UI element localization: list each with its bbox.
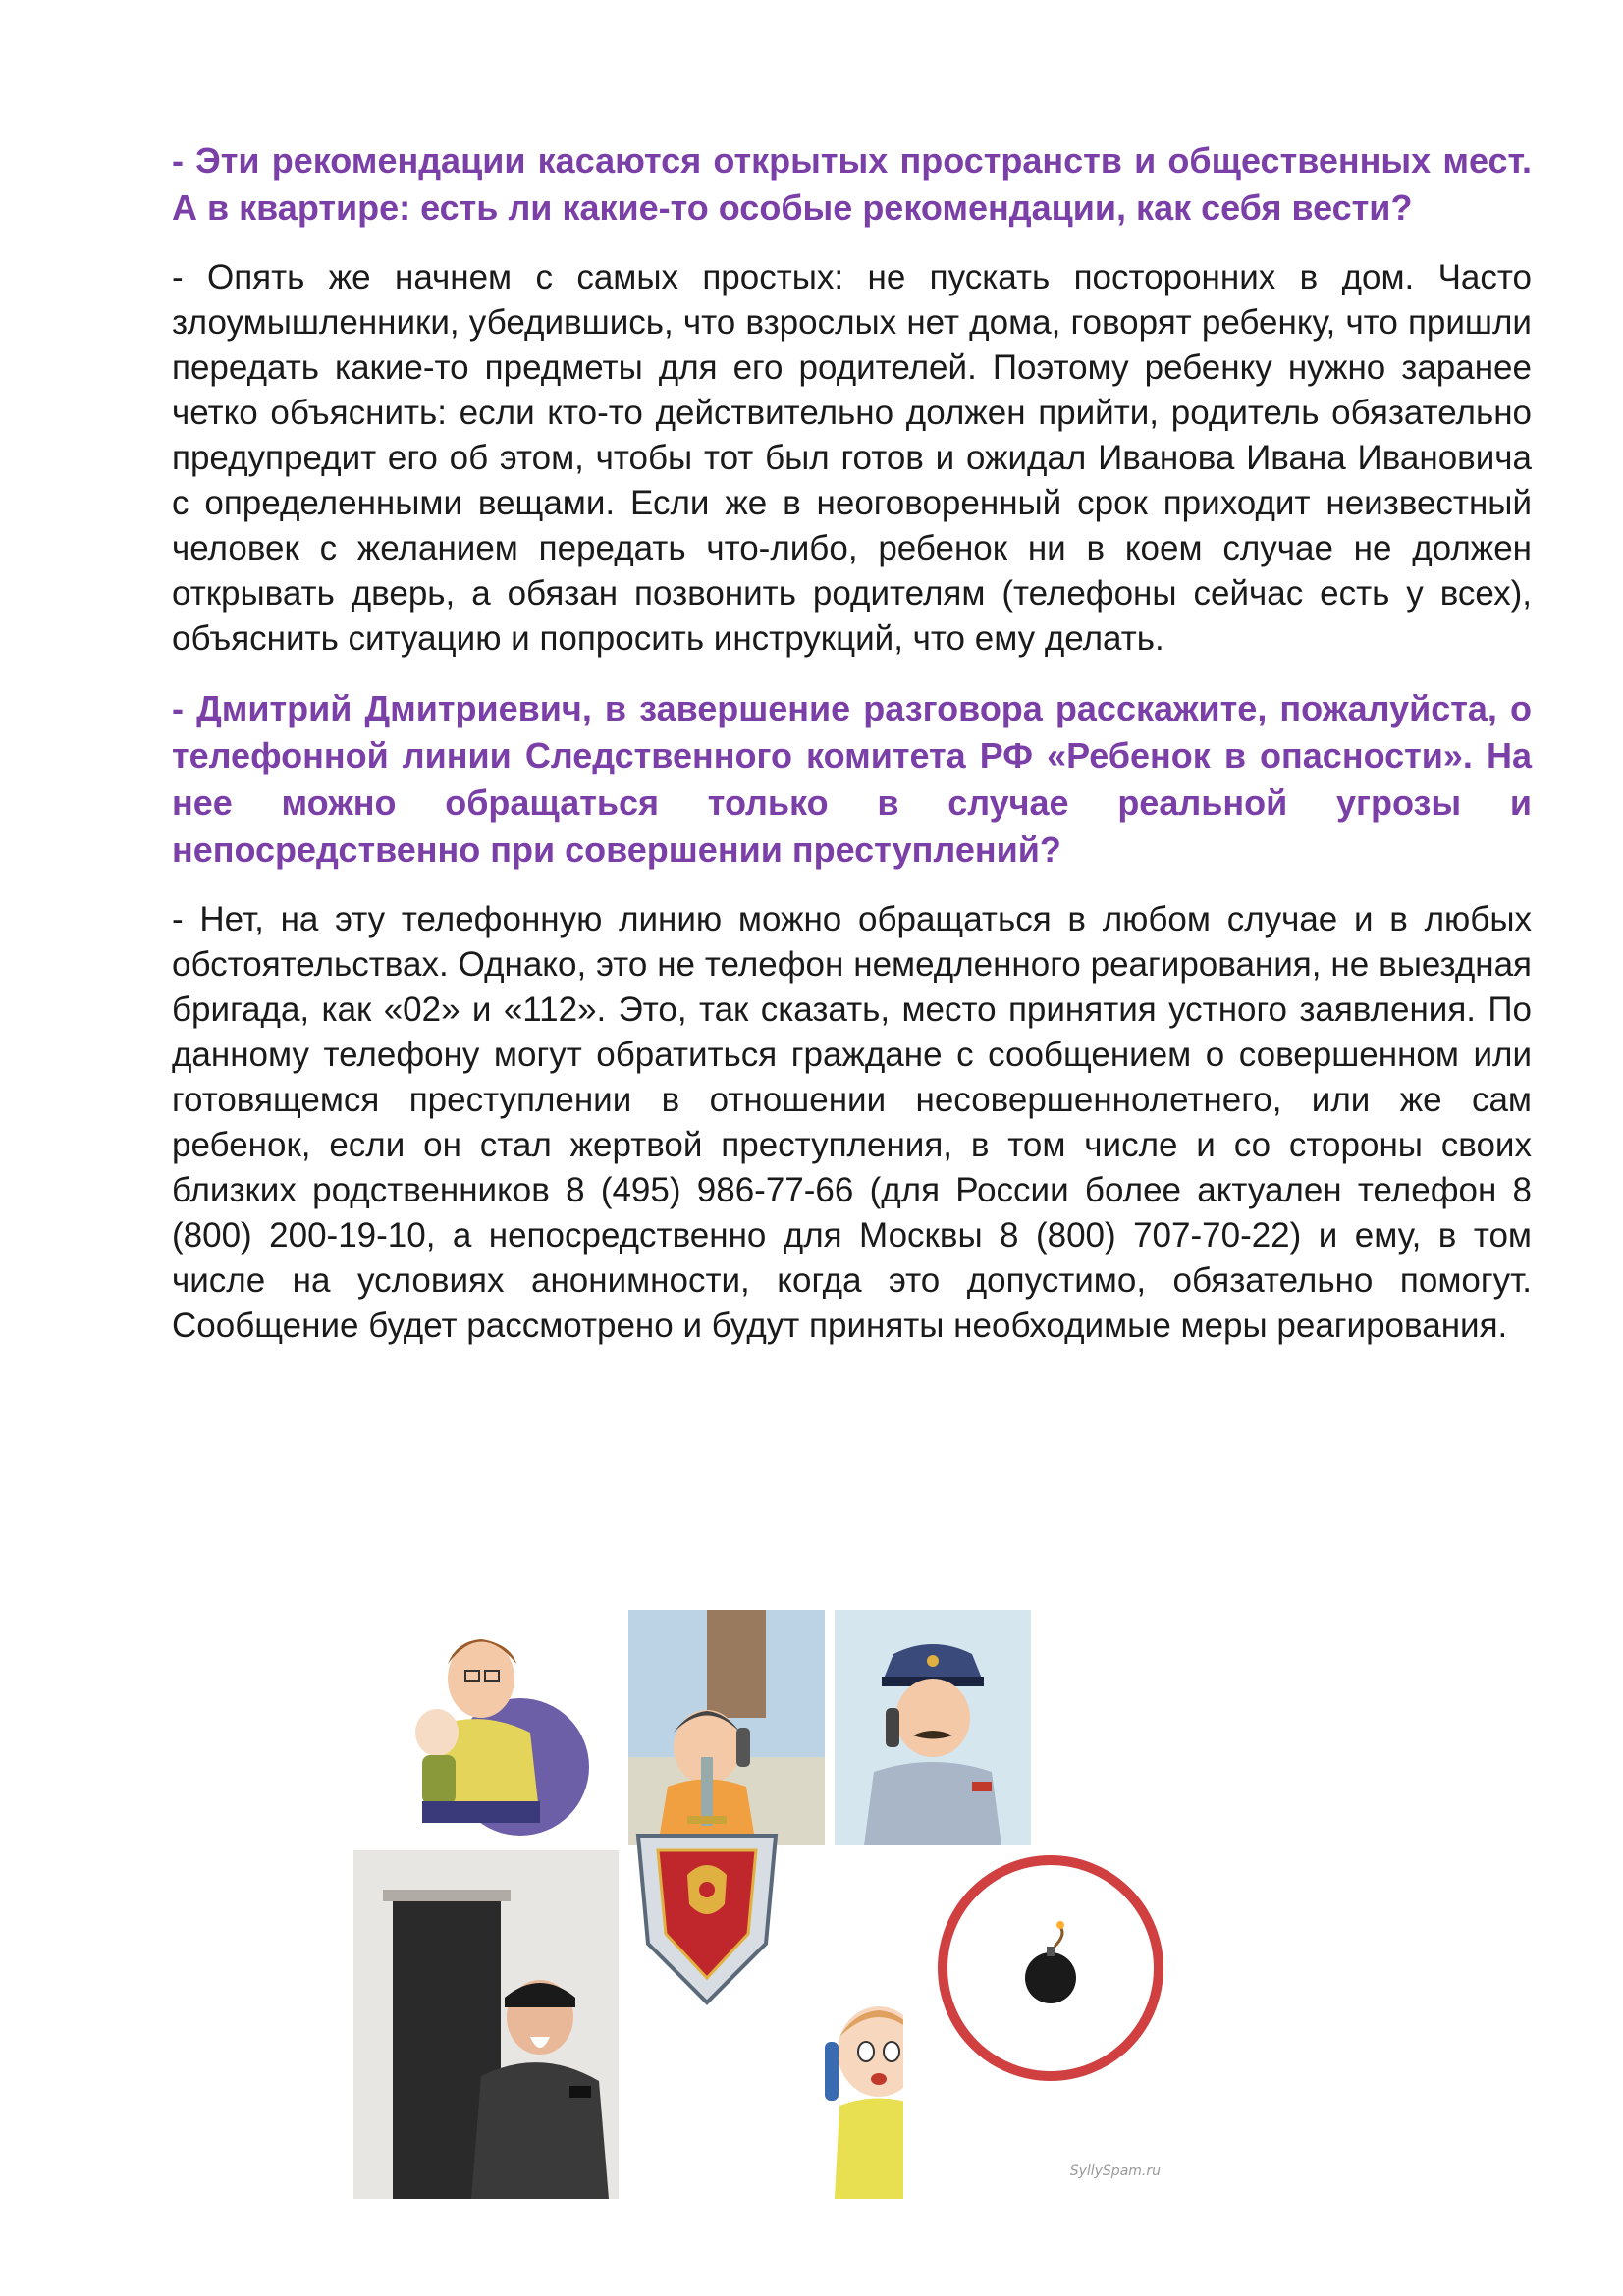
bomb-warning-illustration (903, 1850, 1178, 2199)
interview-answer-1: - Опять же начнем с самых простых: не пускать посторонних в дом. Часто злоумышленники, убедившись, что взрослых нет дома, говорят ребенку, что пришли передать какие-то предметы для его родителей. Поэтому ребенку нужно заранее четко объяснить: если кто-то действительно должен прийти, родитель обязательно предупредит его об этом, чтобы тот был готов и ожидал Иванова Ивана Ивановича с определенными вещами. Если же в неоговоренный срок приходит неизвестный человек с желанием передать что-либо, ребенок ни в коем случае не должен открывать дверь, а обязан позвонить родителям (телефоны сейчас есть у всех), объяснить ситуацию и попросить инструкций, что ему делать. (172, 258, 1532, 658)
interview-question-1: - Эти рекомендации касаются открытых пространств и общественных мест. А в квартире: есть ли какие-то особые рекомендации, как себя вести? (172, 140, 1532, 228)
policeman-on-phone-illustration (835, 1610, 1031, 1845)
security-service-emblem (619, 1757, 795, 2022)
watermark-text: SyllySpam.ru (1069, 2163, 1161, 2179)
interview-question-2: - Дмитрий Дмитриевич, в завершение разговора расскажите, пожалуйста, о телефонной линии Следственного комитета РФ «Ребенок в опасности». На нее можно обращаться только в случае реальной угрозы и непосредственно при совершении преступлений? (172, 688, 1532, 870)
stranger-in-doorway-illustration (353, 1850, 619, 2199)
article-body (172, 137, 1532, 1372)
parent-with-baby-illustration (363, 1610, 619, 1845)
interview-answer-2: - Нет, на эту телефонную линию можно обращаться в любом случае и в любых обстоятельствах. Однако, это не телефон немедленного реагирования, не выездная бригада, как «02» и «112». Это, так сказать, место принятия устного заявления. По данному телефону могут обратиться граждане с сообщением о совершенном или готовящемся преступлении в отношении несовершеннолетнего, или же сам ребенок, если он стал жертвой преступления, в том числе и со стороны своих близких родственников 8 (495) 986-77-66 (для России более актуален телефон 8 (800) 200-19-10, а непосредственно для Москвы 8 (800) 707-70-22) и ему, в том числе на условиях анонимности, когда это допустимо, обязательно помогут. Сообщение будет рассмотрено и будут приняты необходимые меры реагирования. (172, 900, 1532, 1345)
safety-illustration-collage (353, 1610, 1178, 2199)
